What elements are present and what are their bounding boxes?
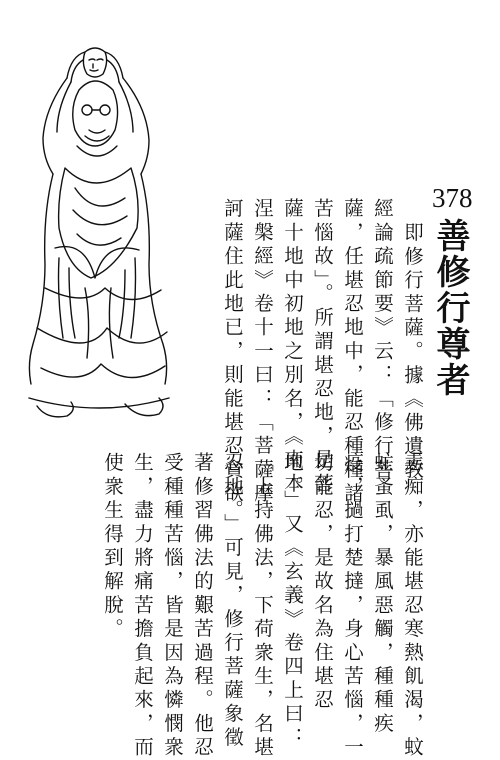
text-column: 受種種苦惱，皆是因為憐憫衆 <box>161 452 184 760</box>
arhat-holding-face-mask-line-drawing-icon <box>15 38 180 433</box>
arhat-illustration <box>15 38 180 433</box>
text-column: 生，盡力將痛苦擔負起來，而 <box>131 452 154 760</box>
text-column: 恚痴，亦能堪忍寒熱飢渴，蚊 <box>401 452 424 760</box>
entry-title: 善修行尊者 <box>430 218 470 398</box>
entry-number: 378 <box>432 183 473 213</box>
text-column: 即修行菩薩。據《佛遺教 <box>401 222 424 483</box>
text-column: 虻蚤虱，暴風惡觸，種種疾 <box>371 452 394 737</box>
text-column: 地。」又《玄義》卷四上曰： <box>281 452 304 751</box>
text-column: 疫，撾打楚撻，身心苦惱，一 <box>341 452 364 760</box>
text-column: 薩，任堪忍地中，能忍種種諸 <box>341 198 364 507</box>
text-column: 薩十地中初地之別名，《南本 <box>281 198 304 497</box>
text-column: 經論疏節要》云：「修行菩 <box>371 198 394 483</box>
text-column: 使衆生得到解脫。 <box>101 452 124 642</box>
text-column: 苦惱故」。所謂堪忍地，是菩 <box>311 198 334 497</box>
text-column: 著修習佛法的艱苦過程。他忍 <box>191 452 214 760</box>
text-column: 「上持佛法，下荷衆生，名堪 <box>251 452 274 760</box>
text-column: 忍地。」可見，修行菩薩象徵 <box>221 452 244 751</box>
text-column: 涅槃經》卷十一曰：「菩薩摩 <box>251 198 274 507</box>
text-column: 訶薩住此地已，則能堪忍貪欲 <box>221 198 244 507</box>
text-column: 切能忍，是故名為住堪忍 <box>311 452 334 713</box>
